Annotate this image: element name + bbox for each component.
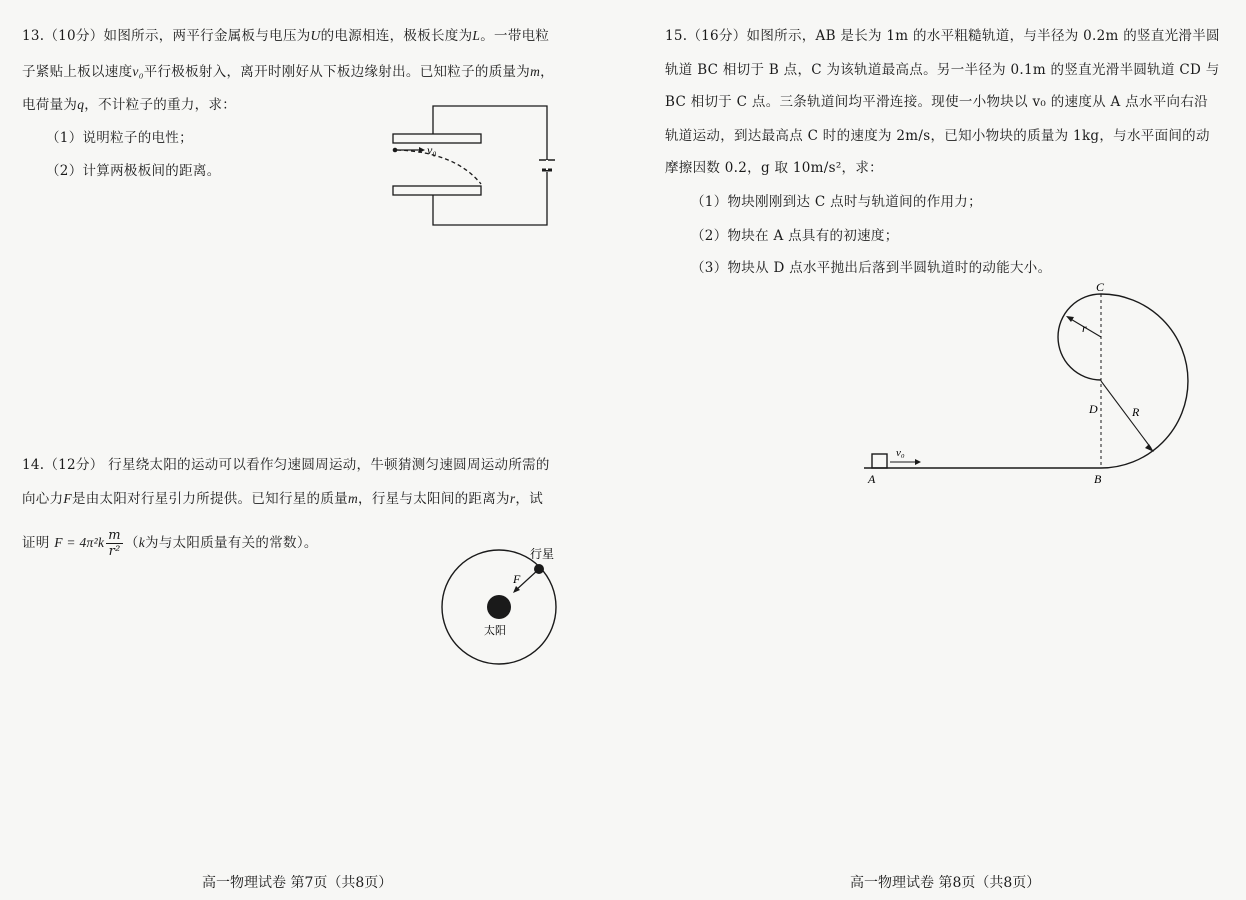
var-m: m <box>347 491 359 506</box>
q15-line5: 摩擦因数 0.2，g 取 10m/s²，求： <box>665 160 883 176</box>
label-sun: 太阳 <box>484 625 506 637</box>
fraction <box>106 528 123 559</box>
right-page <box>625 0 1246 900</box>
var-q: q <box>77 97 85 112</box>
semicircle-BC <box>1101 294 1188 468</box>
q14-line2 <box>22 487 543 507</box>
wire-bottom <box>433 172 547 225</box>
block <box>872 454 887 468</box>
text: 子紧贴上板以速度 <box>22 64 133 80</box>
particle-trajectory <box>397 150 481 184</box>
radius-R-arrow <box>1101 381 1151 448</box>
label-R: R <box>1132 405 1140 419</box>
text: ， <box>540 64 554 80</box>
footer-left: 高一物理试卷 第7页（共8页） <box>202 875 393 891</box>
q13-line1 <box>22 24 549 44</box>
q13-line2 <box>22 60 554 80</box>
q15-line1: 15.（16分）如图所示，AB 是长为 1m 的水平粗糙轨道，与半径为 0.2m 的竖直光滑半圆 <box>665 28 1220 44</box>
fraction-numerator: m <box>108 528 121 543</box>
label-B: B <box>1094 472 1102 486</box>
text: 证明 <box>22 535 50 551</box>
q13-sub1: （1）说明粒子的电性； <box>46 130 193 146</box>
capacitor-circuit-figure <box>385 100 555 235</box>
q14-line1: 14.（12分） 行星绕太阳的运动可以看作匀速圆周运动，牛顿猜测匀速圆周运动所需的 <box>22 457 550 473</box>
fraction-denominator: r² <box>108 544 121 559</box>
label-v0: v₀ <box>427 143 437 157</box>
label-A: A <box>868 472 876 486</box>
text: 13.（10分）如图所示，两平行金属板与电压为 <box>22 28 311 44</box>
text: 是由太阳对行星引力所提供。已知行星的质量 <box>71 491 348 507</box>
sun-icon <box>487 595 511 619</box>
text: 的电源相连，极板长度为 <box>320 28 473 44</box>
q15-sub2: （2）物块在 A 点具有的初速度； <box>691 228 899 244</box>
label-v0: v₀ <box>896 447 905 459</box>
var-m: m <box>530 64 541 79</box>
track-figure <box>860 280 1200 490</box>
var-v0: v₀ <box>132 64 144 79</box>
var-k: k <box>138 535 146 550</box>
text: 。一带电粒 <box>480 28 550 44</box>
q15-line2: 轨道 BC 相切于 B 点，C 为该轨道最高点。另一半径为 0.1m 的竖直光滑半圆轨道 CD 与 <box>665 62 1220 78</box>
text: 平行极板射入，离开时刚好从下板边缘射出。已知粒子的质量为 <box>143 64 531 80</box>
var-L: L <box>472 28 481 43</box>
semicircle-CD <box>1058 294 1101 380</box>
text: （ <box>124 535 139 551</box>
var-U: U <box>310 28 321 43</box>
footer-right: 高一物理试卷 第8页（共8页） <box>850 875 1041 891</box>
q15-line4: 轨道运动，到达最高点 C 时的速度为 2m/s，已知小物块的质量为 1kg，与水平面间的动 <box>665 128 1210 144</box>
text: ，不计粒子的重力，求： <box>84 97 237 113</box>
var-r: r <box>509 491 516 506</box>
q13-sub2: （2）计算两极板间的距离。 <box>46 163 221 179</box>
text: 电荷量为 <box>22 97 78 113</box>
orbit-figure <box>435 545 565 667</box>
label-D: D <box>1089 402 1098 416</box>
particle-dot <box>393 148 398 153</box>
text: ，试 <box>515 491 543 507</box>
q15-sub3: （3）物块从 D 点水平抛出后落到半圆轨道时的动能大小。 <box>691 260 1052 276</box>
q13-line3 <box>22 93 236 113</box>
lower-plate <box>393 186 481 195</box>
formula: F = 4π²k <box>54 535 105 550</box>
q14-line3 <box>22 528 318 559</box>
label-F: F <box>513 572 521 586</box>
wire-top <box>433 106 547 160</box>
left-page <box>0 0 620 900</box>
upper-plate <box>393 134 481 143</box>
var-F: F <box>63 491 72 506</box>
label-C: C <box>1096 280 1105 294</box>
label-r: r <box>1082 321 1087 335</box>
q15-sub1: （1）物块刚刚到达 C 点时与轨道间的作用力； <box>691 194 982 210</box>
q15-line3: BC 相切于 C 点。三条轨道间均平滑连接。现使一小物块以 v₀ 的速度从 A 点水平向右沿 <box>665 94 1208 110</box>
label-planet: 行星 <box>530 547 555 561</box>
text: 为与太阳质量有关的常数）。 <box>145 535 318 551</box>
text: 向心力 <box>22 491 64 507</box>
text: ，行星与太阳间的距离为 <box>358 491 510 507</box>
